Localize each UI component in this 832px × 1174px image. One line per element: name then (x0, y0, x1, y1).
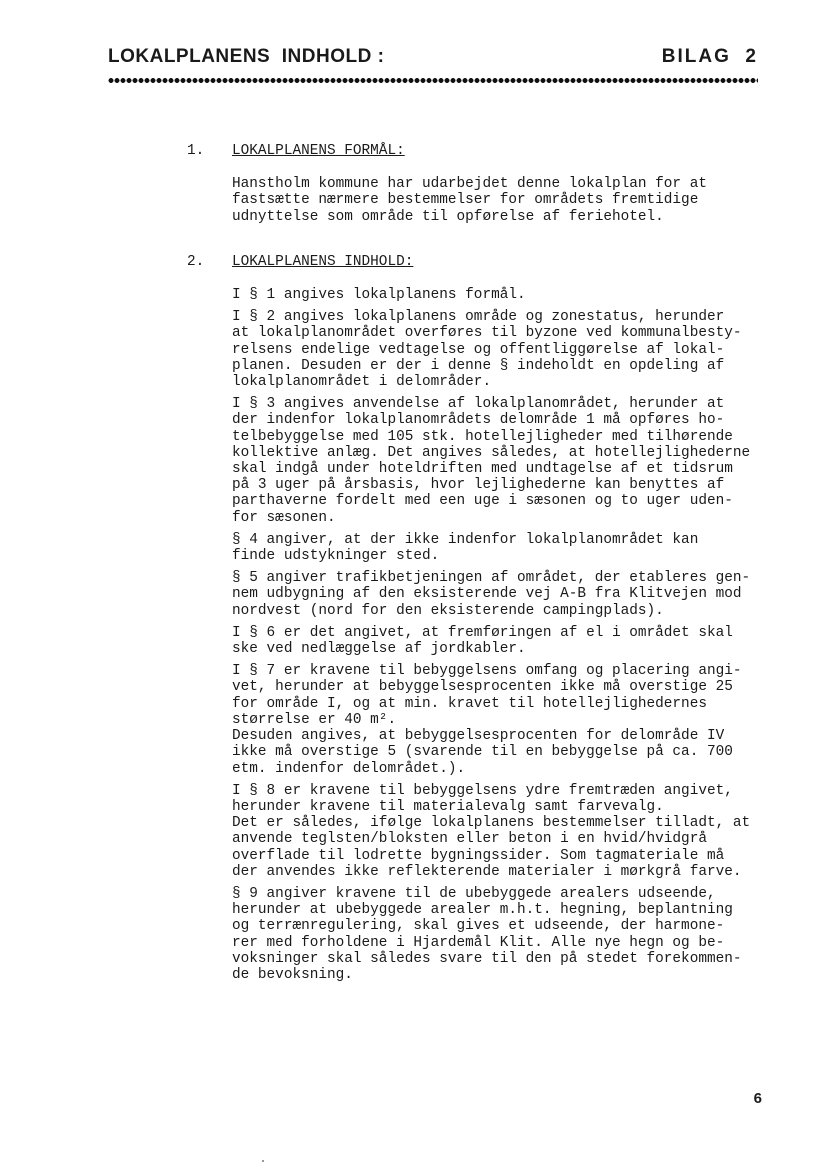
document-title: LOKALPLANENS INDHOLD : (108, 46, 385, 67)
paragraph: Hanstholm kommune har udarbejdet denne lokalplan for at fastsætte nærmere bestemmelser for områdets fremtidige udnyttelse som område til opførelse af feriehotel. (232, 176, 707, 225)
section-number: 1. (187, 143, 205, 159)
appendix-label: BILAG 2 (661, 46, 758, 67)
page-header (108, 46, 758, 70)
paragraph-par1: I § 1 angives lokalplanens formål. (232, 287, 526, 304)
paragraph-par4: § 4 angiver, at der ikke indenfor lokalplanområdet kan finde udstykninger sted. (232, 531, 699, 565)
paragraph-par2: I § 2 angives lokalplanens område og zonestatus, herunder at lokalplanområdet overføres til byzone ved kommunalbesty- relsens endelige vedtagelse og offentliggørelse af lokal- planen. Desuden er der i denne § indeholdt en opdeling af lokalplanområdet i delområder. (232, 309, 742, 391)
paragraph-par9: § 9 angiver kravene til de ubebyggede arealers udseende, herunder at ubebyggede arealer m.h.t. hegning, beplantning og terrænregulering, skal gives et udseende, der harmone- rer med forholdene i Hjardemål Klit. Alle nye hegn og be- voksninger skal således svare til den på stedet forekommen- de bevoksning. (232, 885, 742, 983)
section-formaal (187, 143, 787, 225)
dotted-divider (108, 77, 758, 84)
paragraph-par6: I § 6 er det angivet, at fremføringen af el i området skal ske ved nedlæggelse af jordkabler. (232, 624, 733, 658)
section-title: LOKALPLANENS INDHOLD: (232, 253, 414, 270)
paragraph-par7: I § 7 er kravene til bebyggelsens omfang og placering angi- vet, herunder at bebyggelsesprocenten ikke må overstige 25 for område I, og at min. kravet til hotellejlighedernes størrelse er 40 m². Desuden angives, at bebyggelsesprocenten for delområde IV ikke må overstige 5 (svarende til en bebyggelse på ca. 700 etm. indenfor delområdet.). (232, 663, 742, 777)
paragraph-par5: § 5 angiver trafikbetjeningen af området, der etableres gen- nem udbygning af den eksisterende vej A-B fra Klitvejen mod nordvest (nord for den eksisterende campingplads). (232, 570, 751, 619)
section-body (232, 287, 787, 983)
paragraph-par3: I § 3 angives anvendelse af lokalplanområdet, herunder at der indenfor lokalplanområdets delområde 1 må opføres ho- telbebyggelse med 105 stk. hotellejligheder med tilhørende kollektive anlæg. Det angives således, at hotellejlighederne skal indgå under hoteldriften med undtagelse af et tidsrum på 3 uger på årsbasis, hvor lejlighederne kan benyttes af parthaverne fordelt med een uge i sæsonen og to uger uden- for sæsonen. (232, 396, 751, 526)
page-number: 6 (753, 1090, 762, 1107)
section-indhold (187, 254, 787, 983)
section-title: LOKALPLANENS FORMÅL: (232, 143, 405, 159)
scan-speck (262, 1160, 264, 1162)
section-number: 2. (187, 253, 205, 270)
document-body (187, 143, 787, 989)
paragraph-par8: I § 8 er kravene til bebyggelsens ydre fremtræden angivet, herunder kravene til materialevalg samt farvevalg. Det er således, ifølge lokalplanens bestemmelser tilladt, at anvende teglsten/bloksten eller beton i en hvid/hvidgrå overflade til lodrette bygningssider. Som tagmateriale må der anvendes ikke reflekterende materialer i mørkgrå farve. (232, 782, 751, 880)
section-body (232, 176, 787, 225)
